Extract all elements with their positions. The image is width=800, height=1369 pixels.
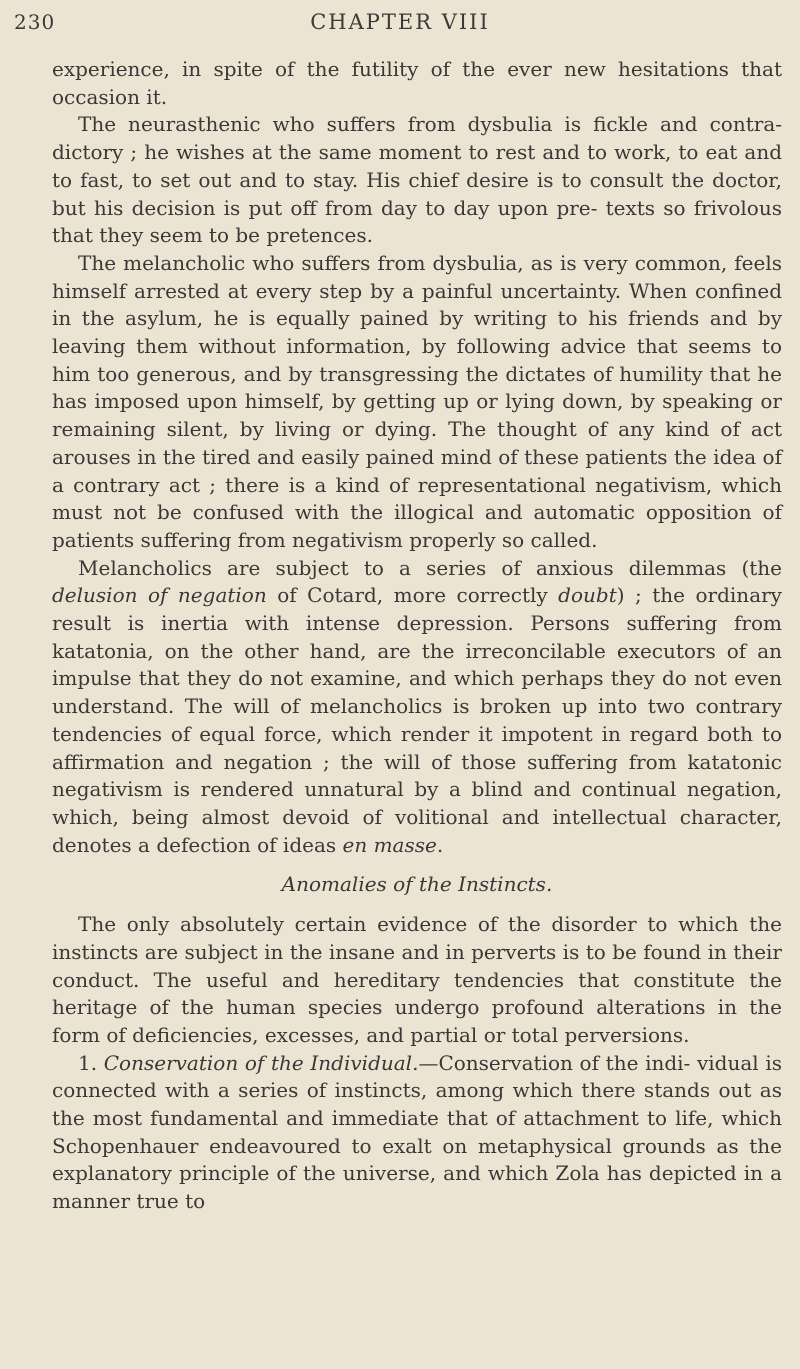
- page-header: [0, 8, 800, 42]
- italic-term: en masse: [342, 832, 437, 857]
- text-run: .: [436, 832, 444, 857]
- text-run: of Cotard, more correctly: [266, 583, 559, 608]
- page-number: 230: [14, 10, 56, 34]
- italic-term: delusion of negation: [52, 583, 267, 608]
- running-head: CHAPTER VIII: [310, 10, 490, 34]
- paragraph-melancholic: The melancholic who suffers from dysbulia, as is very common, feels himself arrested at every step by a painful uncertainty. When confined in the asylum, he is equally pained by writing to his friends and by leaving them without information, by following advice that seems to him too generous, and by transgressing the dictates of humility that he has imposed upon himself, by getting up or lying down, by speaking or remaining silent, by living or dying. The thought of any kind of act arouses in the tired and easily pained mind of these patients the idea of a contrary act ; there is a kind of representational negativism, which must not be confused with the illogical and automatic opposition of patients suffering from negativism properly so called.: [52, 250, 782, 552]
- paragraph-conservation: [52, 1050, 782, 1216]
- paragraph-neurasthenic: The neurasthenic who suffers from dysbulia is fickle and contra- dictory ; he wishes at the same moment to rest and to work, to eat and to fast, to set out and to stay. His chief desire is to consult the doctor, but his decision is put off from day to day upon pre- texts so frivolous that they seem to be pretences.: [52, 112, 782, 248]
- italic-subheading: Conservation of the Individual.: [103, 1050, 419, 1075]
- item-number: 1.: [78, 1050, 104, 1075]
- section-heading: Anomalies of the Instincts.: [281, 872, 553, 897]
- paragraph-continuation: experience, in spite of the futility of the ever new hesitations that occasion it.: [52, 57, 782, 109]
- paragraph-dilemmas: [52, 555, 782, 860]
- body-text: [52, 56, 782, 1216]
- paragraph-instincts: The only absolutely certain evidence of the disorder to which the instincts are subject in the insane and in perverts is to be found in their conduct. The useful and hereditary tendencies that constitute the heritage of the human species undergo profound alterations in the form of deficiencies, excesses, and partial or total perversions.: [52, 912, 782, 1047]
- text-run: —Conservation of the indi- vidual is connected with a series of instincts, among which there stands out as the most fundamental and immediate that of attachment to life, which Schopenhauer endeavoured to exalt on metaphysical grounds as the explanatory principle of the universe, and which Zola has depicted in a manner true to: [52, 1050, 782, 1214]
- text-run: Melancholics are subject to a series of anxious dilemmas (the: [78, 555, 782, 580]
- italic-term: doubt: [558, 583, 617, 608]
- text-run: ) ; the ordinary result is inertia with intense depression. Persons suffering from katatonia, on the other hand, are the irreconcilable executors of an impulse that they do not examine, and which perhaps they do not even understand. The will of melancholics is broken up into two contrary tendencies of equal force, which render it impotent in regard both to affirmation and negation ; the will of those suffering from katatonic negativism is rendered unnatural by a blind and continual negation, which, being almost devoid of volitional and intellectual character, denotes a defection of ideas: [52, 583, 782, 857]
